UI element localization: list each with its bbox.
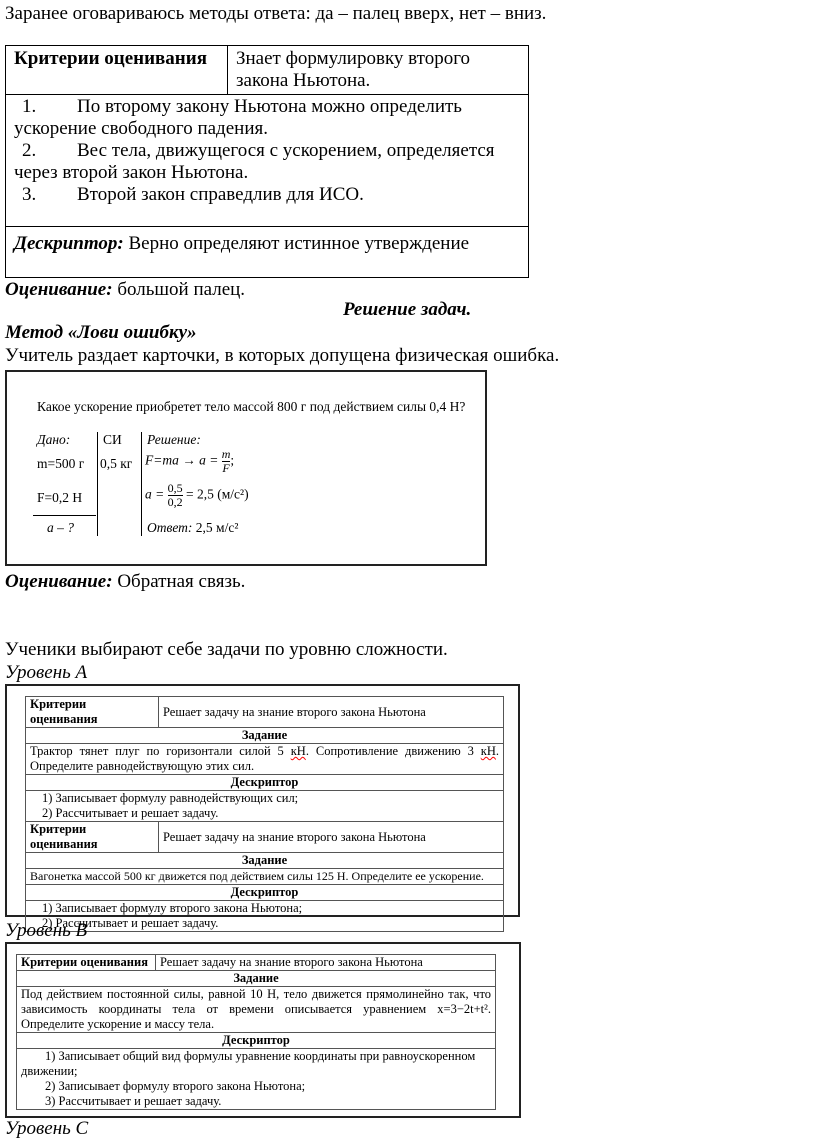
section-heading: Решение задач. xyxy=(343,299,472,320)
denominator: F xyxy=(222,461,230,475)
statement-item xyxy=(14,96,520,140)
task-line: Определите ускорение и массу тела. xyxy=(21,1017,215,1031)
assessment-2 xyxy=(5,571,245,593)
level-a-heading: Уровень А xyxy=(5,662,88,683)
item-number: 3. xyxy=(22,184,37,205)
mass-si: 0,5 кг xyxy=(100,456,133,471)
statement-item xyxy=(14,140,520,184)
descriptor-label: Дескриптор: xyxy=(14,233,124,254)
descriptor-item: 2) Рассчитывает и решает задачу. xyxy=(42,916,219,930)
assessment-label: Оценивание: xyxy=(5,279,113,300)
task-part: . Сопротивление движению 3 xyxy=(305,744,481,758)
assessment-label: Оценивание: xyxy=(5,571,113,592)
given-label: Дано: xyxy=(37,432,71,447)
descriptor-label: Дескриптор xyxy=(26,885,504,901)
task-line: Определите равнодействующую этих сил. xyxy=(30,759,255,773)
assessment-1 xyxy=(5,279,245,301)
task-text: Вагонетка массой 500 кг движется под действием силы 125 Н. Определите ее ускорение. xyxy=(26,869,504,885)
task-table xyxy=(25,696,504,822)
descriptor-label: Дескриптор xyxy=(17,1033,496,1049)
card-question: Какое ускорение приобретет тело массой 800 г под действием силы 0,4 Н? xyxy=(37,399,466,414)
error-card xyxy=(5,370,487,566)
unit: кН xyxy=(290,744,306,758)
descriptor-item: 2) Записывает формулу второго закона Ньютона; xyxy=(45,1079,306,1093)
calc-result: = 2,5 (м/с²) xyxy=(186,486,249,502)
criteria-label: Критерии оценивания xyxy=(26,822,159,853)
answer-label: Ответ: xyxy=(147,520,193,535)
criteria-value: Решает задачу на знание второго закона Ньютона xyxy=(156,955,496,971)
descriptor-item: 1) Записывает формулу второго закона Ньютона; xyxy=(42,901,303,915)
formula: F=ma → a = $\frac{m}{F}$ ; xyxy=(145,447,235,475)
teacher-text: Учитель раздает карточки, в которых допущена физическая ошибка. xyxy=(5,345,560,366)
divider xyxy=(97,432,98,536)
item-text: Вес тела, движущегося с ускорением, определяется xyxy=(77,140,495,161)
statement-item xyxy=(14,184,520,206)
divider xyxy=(141,432,142,536)
criteria-label: Критерии оценивания xyxy=(26,697,159,728)
given-mass: m=500 г xyxy=(37,456,85,471)
divider xyxy=(33,515,96,516)
unit: кН xyxy=(480,744,496,758)
solution-label: Решение: xyxy=(147,432,201,447)
task-line: зависимость координаты тела от времени описывается уравнением x=3−2t+t². xyxy=(21,1002,491,1016)
task-table xyxy=(16,954,496,1110)
formula-text: F=ma → a = xyxy=(145,452,219,468)
level-b-box xyxy=(5,942,521,1118)
calc-a: a = xyxy=(145,486,165,502)
task-label: Задание xyxy=(17,971,496,987)
task-label: Задание xyxy=(26,853,504,869)
criteria-label: Критерии оценивания xyxy=(17,955,156,971)
criteria-value: Решает задачу на знание второго закона Ньютона xyxy=(159,697,504,728)
criteria-line: Знает формулировку второго xyxy=(236,48,471,69)
given-force: F=0,2 Н xyxy=(37,490,83,505)
descriptor-item-cont: движении; xyxy=(21,1064,78,1078)
task-table xyxy=(25,821,504,932)
answer xyxy=(147,520,238,536)
descriptor-item: 3) Рассчитывает и решает задачу. xyxy=(45,1094,222,1108)
criteria-label: Критерии оценивания xyxy=(6,46,228,95)
descriptor-item: 1) Записывает формулу равнодействующих сил; xyxy=(42,791,299,805)
answer-value: 2,5 м/с² xyxy=(192,520,239,535)
fraction xyxy=(168,482,183,509)
level-a-box xyxy=(5,684,520,930)
criteria-table xyxy=(5,45,529,278)
level-c-heading: Уровень С xyxy=(5,1118,89,1139)
denominator: 0,2 xyxy=(167,495,183,509)
method-heading: Метод «Лови ошибку» xyxy=(5,322,197,343)
fraction xyxy=(222,448,231,475)
assessment-value: большой палец. xyxy=(112,279,246,300)
find-label: a – ? xyxy=(47,520,74,535)
task-label: Задание xyxy=(26,728,504,744)
numerator: m xyxy=(221,447,231,461)
task-part: Трактор тянет плуг по горизонтали силой 5 xyxy=(30,744,291,758)
descriptor-value: Верно определяют истинное утверждение xyxy=(123,233,470,254)
intro-text: Заранее оговариваюсь методы ответа: да – палец вверх, нет – вниз. xyxy=(5,3,547,24)
descriptor-item: 1) Записывает общий вид формулы уравнение координаты при равноускоренном xyxy=(45,1049,476,1063)
numerator: 0,5 xyxy=(167,481,183,495)
students-text: Ученики выбирают себе задачи по уровню сложности. xyxy=(5,639,448,660)
item-text-cont: через второй закон Ньютона. xyxy=(14,162,249,183)
task-line: Под действием постоянной силы, равной 10 Н, тело движется прямолинейно так, что xyxy=(21,987,491,1001)
item-text-cont: ускорение свободного падения. xyxy=(14,118,268,139)
item-text: Второй закон справедлив для ИСО. xyxy=(77,184,364,205)
criteria-value xyxy=(228,46,529,95)
si-label: СИ xyxy=(103,432,122,447)
descriptor-item: 2) Рассчитывает и решает задачу. xyxy=(42,806,219,820)
level-b-heading: Уровень В xyxy=(5,920,88,941)
criteria-value: Решает задачу на знание второго закона Ньютона xyxy=(159,822,504,853)
descriptor-label: Дескриптор xyxy=(26,775,504,791)
task-part: . xyxy=(495,744,499,758)
task-text xyxy=(17,987,496,1033)
calculation xyxy=(145,482,249,509)
item-text: По второму закону Ньютона можно определить xyxy=(77,96,462,117)
assessment-value: Обратная связь. xyxy=(112,571,246,592)
item-number: 1. xyxy=(22,96,37,117)
task-text xyxy=(26,744,504,775)
criteria-line: закона Ньютона. xyxy=(236,70,371,91)
item-number: 2. xyxy=(22,140,37,161)
